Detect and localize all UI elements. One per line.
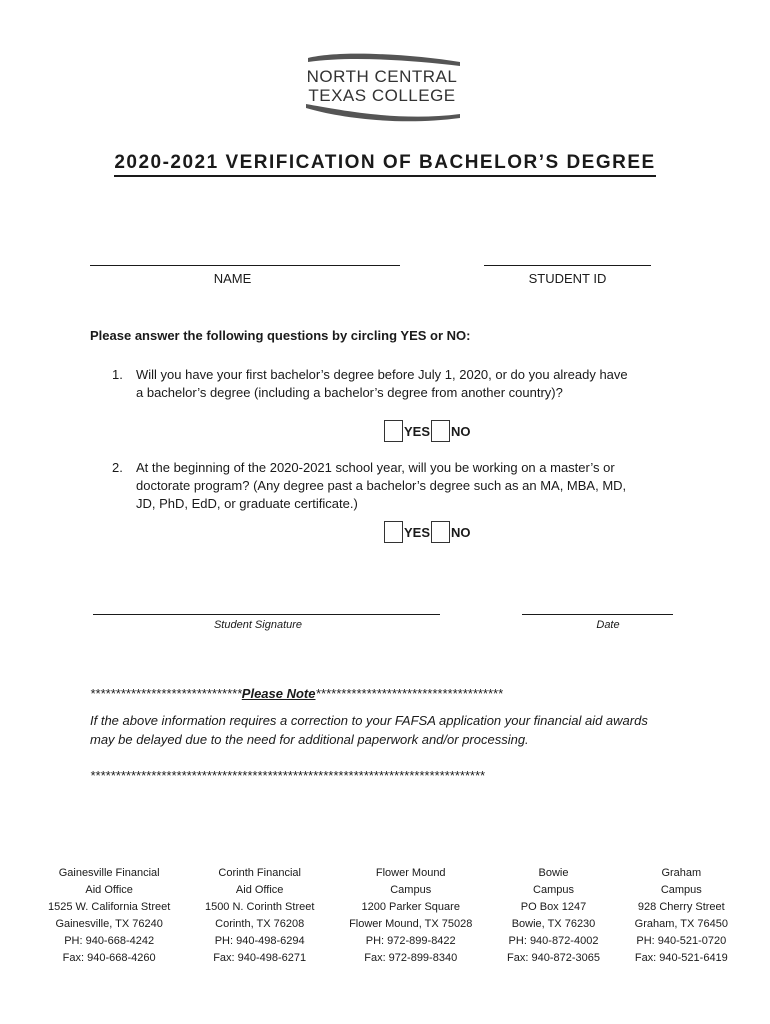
question-1-number: 1.	[112, 367, 123, 382]
name-label: NAME	[213, 271, 252, 286]
note-body: If the above information requires a correction to your FAFSA application your financial aid awards may be delayed due to the need for additional paperwork and/or processing.	[90, 713, 648, 747]
question-2-answer	[384, 521, 472, 543]
student-id-field[interactable]	[484, 265, 651, 266]
note-heading: ******************************Please Note*************************************	[90, 686, 503, 701]
question-2-text: At the beginning of the 2020-2021 school year, will you be working on a master’s or doctorate program? (Any degree past a bachelor’s degree such as an MA, MBA, MD, JD, PhD, EdD, or graduate certificate.)	[136, 460, 627, 511]
no-checkbox[interactable]	[431, 521, 450, 543]
footer-graham: Graham Campus 928 Cherry Street Graham, TX 76450 PH: 940-521-0720 Fax: 940-521-6419	[634, 867, 728, 964]
question-2-number: 2.	[112, 460, 123, 475]
signature-field[interactable]	[93, 614, 440, 615]
student-id-label: STUDENT ID	[528, 271, 607, 286]
footer-bowie: Bowie Campus PO Box 1247 Bowie, TX 76230 PH: 940-872-4002 Fax: 940-872-3065	[507, 867, 600, 964]
no-label: NO	[451, 524, 471, 540]
name-field[interactable]	[90, 265, 400, 266]
logo-line1: NORTH CENTRAL	[306, 67, 458, 86]
footer-flower-mound: Flower Mound Campus 1200 Parker Square Flower Mound, TX 75028 PH: 972-899-8422 Fax: 972-899-8340	[349, 867, 473, 964]
no-checkbox[interactable]	[431, 420, 450, 442]
date-label: Date	[596, 619, 620, 631]
footer-gainesville: Gainesville Financial Aid Office 1525 W. California Street Gainesville, TX 76240 PH: 940-668-4242 Fax: 940-668-4260	[48, 867, 171, 964]
logo-line2: TEXAS COLLEGE	[308, 86, 456, 105]
yes-label: YES	[404, 423, 431, 439]
college-logo	[300, 52, 465, 124]
footer-corinth: Corinth Financial Aid Office 1500 N. Corinth Street Corinth, TX 76208 PH: 940-498-6294 Fax: 940-498-6271	[204, 867, 315, 964]
instructions: Please answer the following questions by circling YES or NO:	[90, 328, 471, 343]
date-field[interactable]	[522, 614, 673, 615]
yes-checkbox[interactable]	[384, 420, 403, 442]
yes-label: YES	[404, 524, 431, 540]
signature-label: Student Signature	[213, 619, 303, 631]
note-divider: ******************************************************************************	[90, 768, 485, 783]
no-label: NO	[451, 423, 471, 439]
page-title: 2020-2021 VERIFICATION OF BACHELOR’S DEGREE	[0, 152, 770, 174]
campus-footer	[48, 865, 728, 967]
question-1-answer	[384, 420, 472, 442]
yes-checkbox[interactable]	[384, 521, 403, 543]
question-1-text: Will you have your first bachelor’s degree before July 1, 2020, or do you already have a bachelor’s degree (including a bachelor’s degree from another country)?	[136, 367, 628, 400]
